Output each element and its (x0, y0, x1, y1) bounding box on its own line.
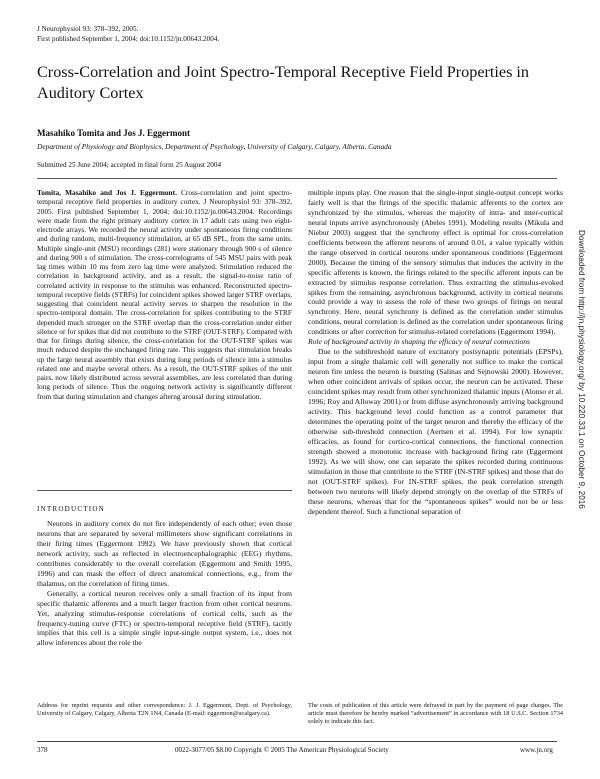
correspondence-footnote: Address for reprint requests and other correspondence: J. J. Eggermont, Dept. of Psychology, University of Calgary, Calgary, Alberta T2N 1N4, Canada (E-mail: eggermon@ucalgary.ca). (37, 702, 292, 718)
author-list: Masahiko Tomita and Jos J. Eggermont (37, 128, 191, 138)
header-divider (37, 178, 557, 179)
page-number: 378 (37, 746, 48, 754)
journal-website: www.jn.org (520, 746, 553, 754)
submission-dates: Submitted 25 June 2004; accepted in final form 25 August 2004 (37, 161, 222, 169)
right-column (308, 188, 563, 516)
abstract-body: Cross-correlation and joint spectro-temporal receptive field properties in auditory cortex. J Neurophysiol 93: 378–392, 2005. First published September 1, 2004; doi:10.1152/jn.00643.2004. Recordings were made from the right primary auditory cortex in 17 adult cats using two eight-electrode arrays. We recorded the neural activity under spontaneous firing conditions and during random, multi-frequency stimulation, at 65 dB SPL, from the same units. Multiple single-unit (MSU) recordings (281) were stationary through 900 s of silence and during 900 s of stimulation. The cross-correlograms of 545 MSU pairs with peak lag times within 10 ms from zero lag time were analyzed. Stimulation reduced the correlation in background activity, and as a result, the signal-to-noise ratio of correlated activity in response to the stimulus was enhanced. Reconstructed spectro-temporal receptive fields (STRFs) for coincident spikes showed larger STRF overlaps, suggesting that coincident neural activity serves to sharpen the resolution in the spectro-temporal domain. The cross-correlation for spikes contributing to the STRF depended much stronger on the STRF overlap than the cross-correlation under either silence or for spikes that did not contribute to the STRF (OUT-STRF). Compared with that for firings during silence, the cross-correlation for the OUT-STRF spikes was much reduced despite the unchanged firing rate. This suggests that stimulation breaks up the large neural assembly that exists during long periods of silence into a stimulus related one and maybe several others. As a result, the OUT-STRF spikes of the unit pairs, now likely distributed across several assemblies, are less correlated than during long periods of silence. Thus the ongoing network activity is significantly different from that during stimulation and changes afterng arousal during stimulation. (37, 188, 292, 401)
subsection-heading: Role of background activity in shaping the efficacy of neural connections (308, 337, 530, 347)
abstract-divider (37, 490, 292, 491)
publication-cost-footnote: The costs of publication of this article were defrayed in part by the payment of page charges. The article must therefore be hereby marked “advertisement” in accordance with 18 U.S.C. Section 1734 solely to indicate this fact. (308, 702, 563, 726)
journal-line-2: First published September 1, 2004; doi:10.1152/jn.00643.2004. (37, 34, 220, 43)
download-watermark: Downloaded from http://jn.physiology.org/ by 10.220.33.1 on October 9, 2016 (577, 230, 586, 509)
section-heading-introduction: INTRODUCTION (37, 505, 105, 513)
abstract-lead: Tomita, Masahiko and Jos J. Eggermont. (37, 188, 177, 197)
affiliation: Department of Physiology and Biophysics, Department of Psychology, University of Calgary, Calgary, Alberta, Canada (37, 142, 392, 151)
copyright-line: 0022-3077/05 $8.00 Copyright © 2005 The American Physiological Society (175, 746, 389, 754)
journal-line-1: J Neurophysiol 93: 378–392, 2005. (37, 25, 139, 33)
footer-divider (37, 741, 557, 742)
right-paragraph-2: Due to the subthreshold nature of excitatory postsynaptic potentials (EPSPs), input from a single thalamic cell will generally not suffice to make the cortical neuron fire unless the neuron is bursting (Salinas and Sejnowski 2000). However, when other coincident arrivals of spikes occur, the neuron can be activated. These coincident spikes may result from other synchronized thalamic inputs (Alonso et al. 1996; Roy and Alloway 2001) or from diffuse asynchronously arriving background activity. This background level could function as a control parameter that determines the operating point of the target neuron and thereby the efficacy of the otherwise sub-threshold connection (Aertsen et al. 1994). For low synaptic efficacies, as found for cortico-cortical connections, the functional connection strength showed a monotonic increase with background firing rate (Eggermont 1992). As we will show, one can separate the spikes recorded during continuous stimulation in those that contribute to the STRF (IN-STRF spikes) and those that do not (OUT-STRF spikes). For IN-STRF spikes, the peak correlation strength between two neurons will likely depend strongly on the overlap of the STRFs of these neurons, whereas that for the “spontaneous spikes” would not be or less dependent thereof. Such a functional separation of (308, 347, 564, 516)
intro-paragraph-1: Neurons in auditory cortex do not fire independently of each other; even those neurons that are separated by several millimeters show significant correlations in their firing times (Eggermont 1992). We have previously shown that cortical network activity, such as reflected in electroencephalographic (EEG) rhythms, contributes considerably to the overall correlation (Eggermont and Smith 1995, 1996) and can mask the effect of direct anatomical connections, e.g., from the thalamus, on the correlation of firing times. (37, 519, 292, 588)
abstract (37, 188, 292, 401)
introduction-text (37, 519, 292, 648)
journal-citation (37, 25, 219, 44)
article-title: Cross-Correlation and Joint Spectro-Temporal Receptive Field Properties in Auditory Cortex (37, 63, 530, 102)
right-paragraph-1: multiple inputs play. One reason that the single-input single-output concept works fairly well is that the firings of the specific thalamic afferents to the cortex are synchronized by the stimulus, whereas the majority of intra- and inter-cortical neural inputs arrive asynchronously (Abeles 1991). Modeling results (Mikula and Niebur 2003) suggest that the synchrony effect is optimal for cross-correlation coefficients between the afferent neurons of around 0.01, a value typically within the range observed in cortical neurons under spontaneous conditions (Eggermont 2000). Because the timing of the sensory stimulus that induces the activity in the specific afferents is known, the firings related to the specific afferent inputs can be extracted by stimulus response correlation. Thus extracting the stimulus-evoked spikes from the remaining, asynchronous background, activity in cortical neurons could provide a way to assess the role of these two groups of firings on neural synchrony. Here, neural synchrony is defined as the correlation under stimulus conditions, neural correlation is defined as the correlation under spontaneous firing conditions or after correction for stimulus-related correlations (Eggermont 1994). (308, 188, 563, 337)
intro-paragraph-2: Generally, a cortical neuron receives only a small fraction of its input from specific thalamic afferents and a much larger fraction from other cortical neurons. Yet, analyzing stimulus-response correlations of cortical cells, such as the frequency-tuning curve (FTC) or spectro-temporal receptive field (STRF), tacitly implies that this cell is a simple single input-single output system, i.e., does not allow inferences about the role the (37, 588, 292, 648)
